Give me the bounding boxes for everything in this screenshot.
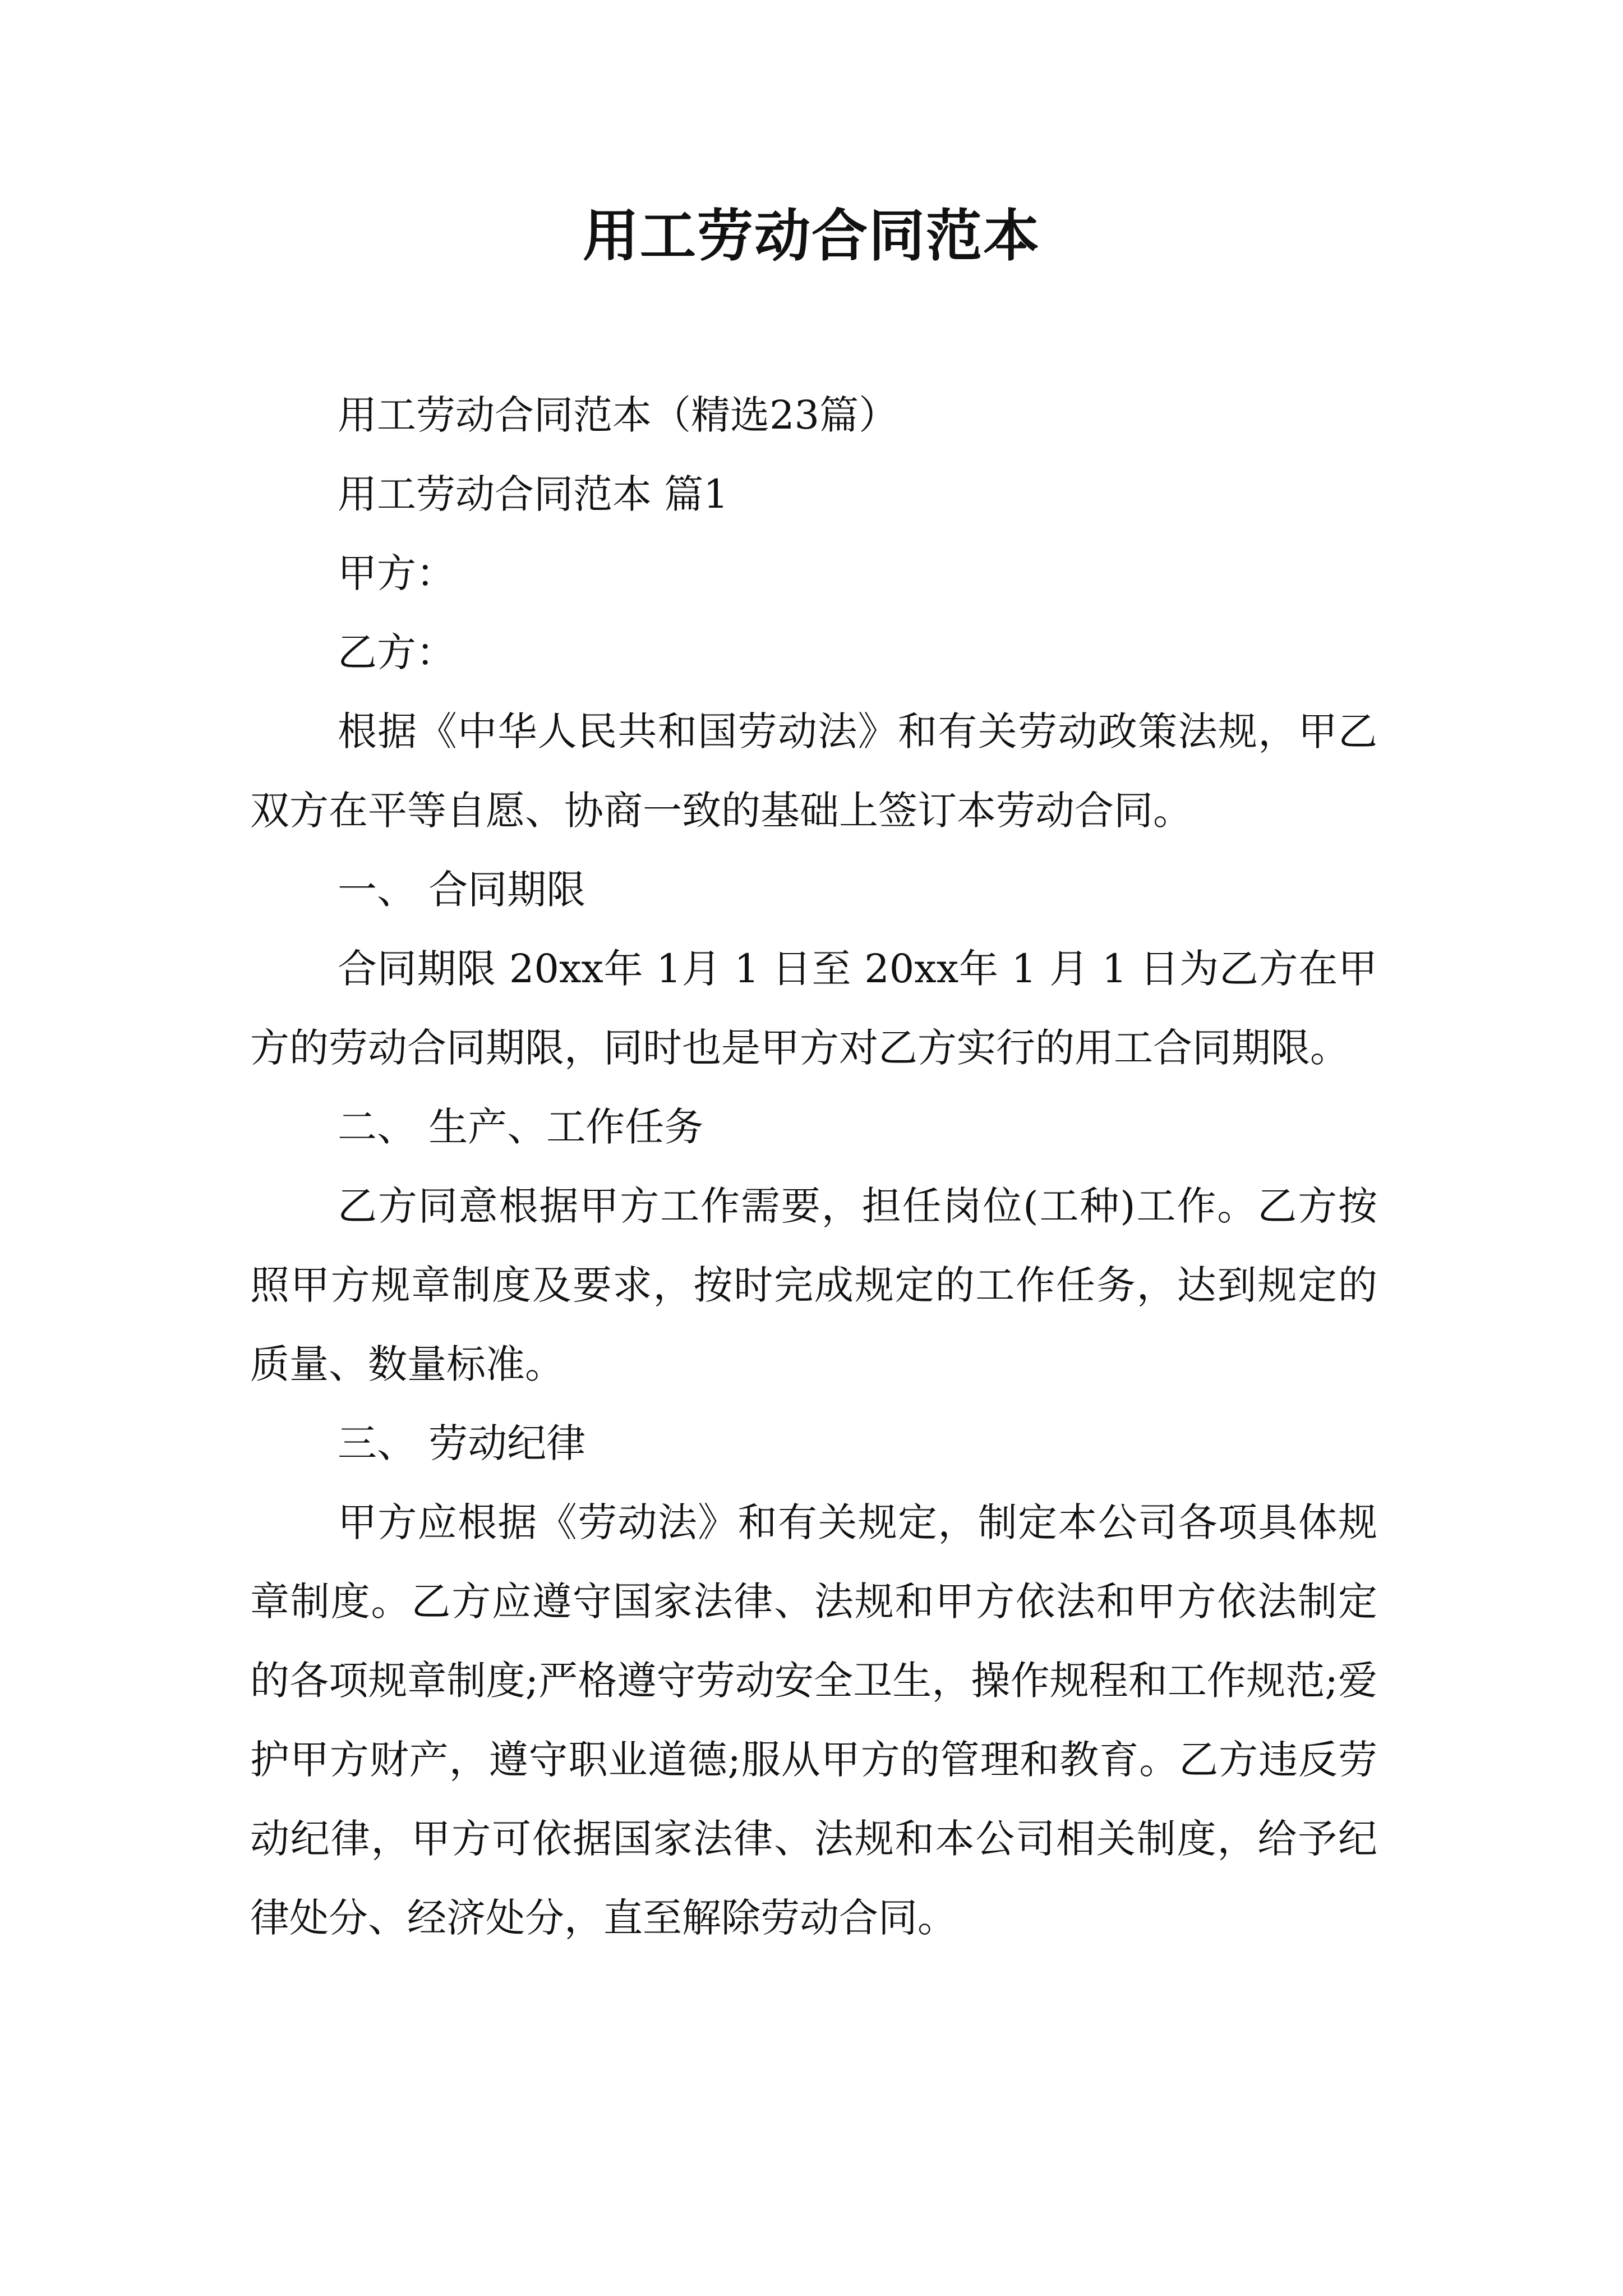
article-heading: 用工劳动合同范本 篇1	[338, 471, 728, 517]
section-heading-discipline: 三、 劳动纪律	[338, 1420, 586, 1466]
party-b-line: 乙方：	[338, 629, 455, 675]
tasks-paragraph: 乙方同意根据甲方工作需要，担任岗位(工种)工作。乙方按照甲方规章制度及要求，按时完成规定的工作任务，达到规定的质量、数量标准。	[250, 1183, 1377, 1387]
section-heading-term: 一、 合同期限	[338, 867, 586, 913]
term-paragraph: 合同期限 20xx年 1月 1 日至 20xx年 1 月 1 日为乙方在甲方的劳动合同期限，同时也是甲方对乙方实行的用工合同期限。	[250, 946, 1377, 1071]
collection-heading: 用工劳动合同范本（精选23篇）	[338, 392, 898, 438]
preamble-paragraph: 根据《中华人民共和国劳动法》和有关劳动政策法规，甲乙双方在平等自愿、协商一致的基础上签订本劳动合同。	[250, 708, 1377, 834]
document-title: 用工劳动合同范本	[583, 203, 1040, 269]
section-heading-tasks: 二、 生产、工作任务	[338, 1104, 704, 1150]
document-body	[250, 376, 1377, 1958]
party-a-line: 甲方：	[338, 550, 455, 596]
discipline-paragraph: 甲方应根据《劳动法》和有关规定，制定本公司各项具体规章制度。乙方应遵守国家法律、法规和甲方依法和甲方依法制定的各项规章制度;严格遵守劳动安全卫生，操作规程和工作规范;爱护甲方财产，遵守职业道德;服从甲方的管理和教育。乙方违反劳动纪律，甲方可依据国家法律、法规和本公司相关制度，给予纪律处分、经济处分，直至解除劳动合同。	[250, 1499, 1377, 1941]
